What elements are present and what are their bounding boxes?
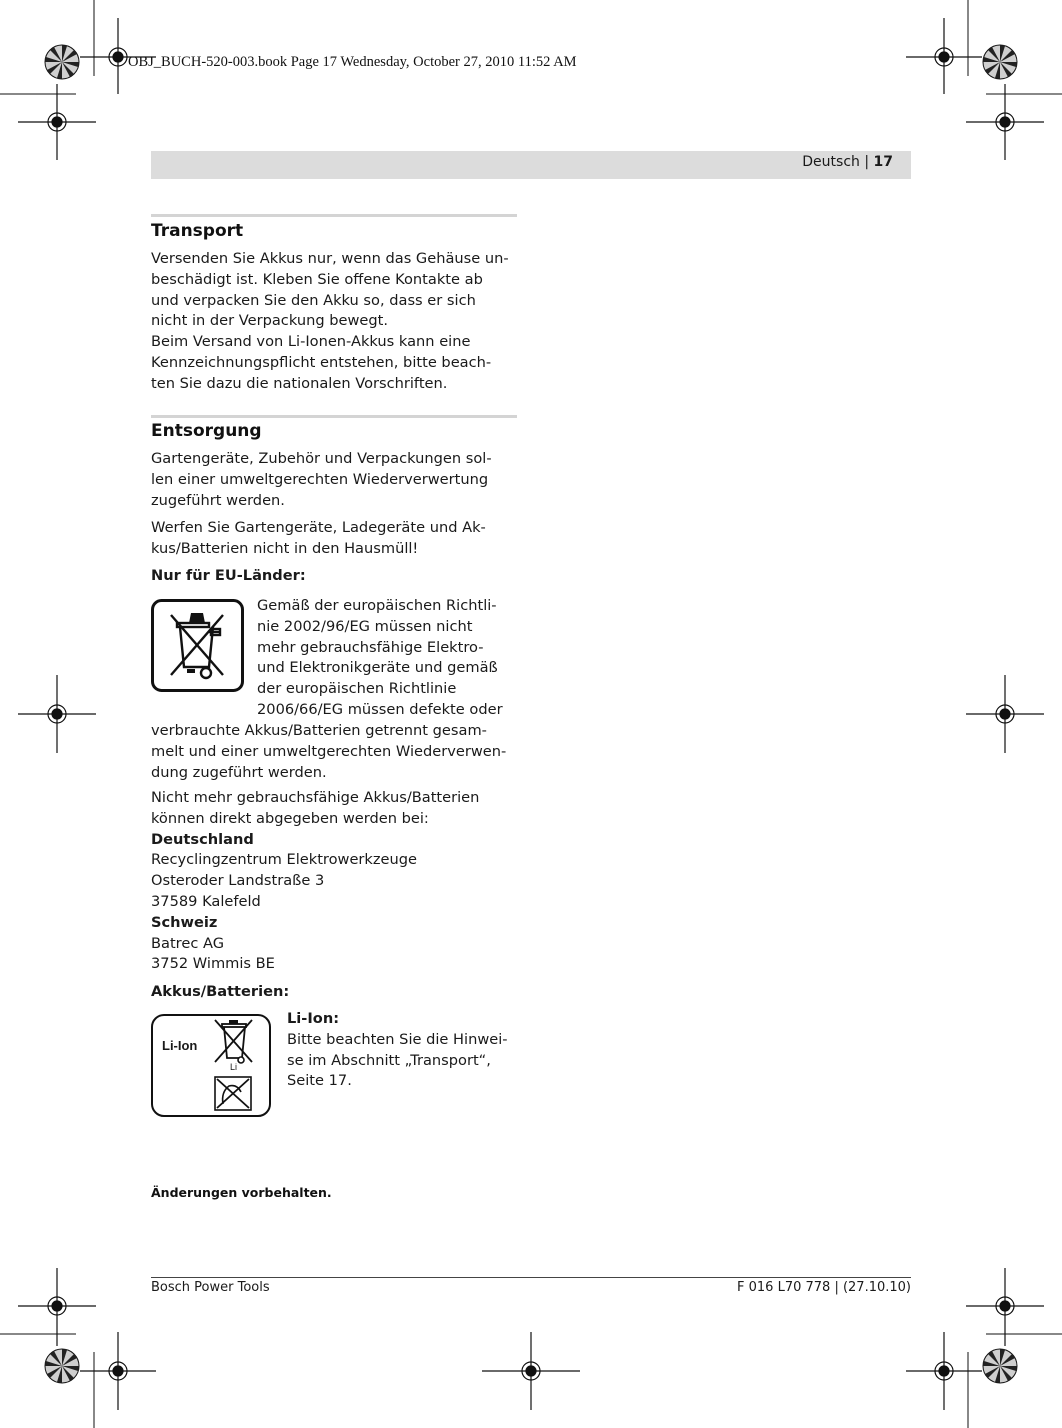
heading-entsorgung: Entsorgung — [151, 421, 262, 441]
address-line: 37589 Kalefeld — [151, 892, 261, 910]
text-line: ten Sie dazu die nationalen Vorschriften. — [151, 374, 448, 392]
crossed-bin-icon — [151, 599, 244, 692]
eu-directive-text — [257, 596, 519, 721]
section-rule — [151, 415, 517, 418]
footer-rule — [151, 1277, 911, 1278]
registration-mark-bottom-left-2 — [80, 1332, 156, 1410]
text-line: Nicht mehr gebrauchsfähige Akkus/Batterien — [151, 789, 480, 806]
text-line: Bitte beachten Sie die Hinwei- — [287, 1030, 508, 1048]
text-line: der europäischen Richtlinie — [257, 680, 457, 698]
registration-mark-top-right-1 — [906, 18, 982, 94]
page-header — [802, 154, 893, 170]
registration-mark-bottom-right-1 — [906, 1332, 982, 1410]
star-target-bottom-left — [45, 1349, 79, 1383]
text-line: nie 2002/96/EG müssen nicht — [257, 617, 473, 635]
battery-label: Akkus/Batterien: — [151, 983, 290, 1000]
entsorgung-para-2 — [151, 518, 519, 560]
transport-text — [151, 249, 519, 395]
footer-doc-number: F 016 L70 778 | (27.10.10) — [737, 1280, 911, 1295]
registration-mark-mid-left — [18, 675, 96, 753]
country-label-switzerland: Schweiz — [151, 913, 218, 931]
eu-label: Nur für EU-Länder: — [151, 567, 306, 584]
print-info-line: OBJ_BUCH-520-003.book Page 17 Wednesday, October 27, 2010 11:52 AM — [128, 54, 577, 70]
changes-reserved-note: Änderungen vorbehalten. — [151, 1185, 332, 1200]
text-line: Werfen Sie Gartengeräte, Ladegeräte und Ak- — [151, 519, 486, 536]
li-icon-sub-label: Li — [230, 1062, 238, 1072]
text-line: Beim Versand von Li-Ionen-Akkus kann eine — [151, 333, 471, 351]
footer-brand: Bosch Power Tools — [151, 1280, 270, 1295]
star-target-top-right — [983, 45, 1017, 79]
text-line: beschädigt ist. Kleben Sie offene Kontakte ab — [151, 270, 483, 288]
text-line: und Elektronikgeräte und gemäß — [257, 659, 498, 677]
address-line: Batrec AG — [151, 934, 225, 952]
text-line: Kennzeichnungspflicht entstehen, bitte beach- — [151, 353, 492, 371]
star-target-top-left — [45, 45, 79, 79]
address-line: Osteroder Landstraße 3 — [151, 872, 325, 890]
text-line: und verpacken Sie den Akku so, dass er sich — [151, 291, 476, 309]
li-ion-icon-label: Li-Ion — [162, 1038, 198, 1053]
star-target-bottom-right — [983, 1349, 1017, 1383]
text-line: nicht in der Verpackung bewegt. — [151, 312, 389, 330]
text-line: mehr gebrauchsfähige Elektro- — [257, 638, 484, 656]
header-language: Deutsch | — [802, 154, 870, 170]
entsorgung-para-1 — [151, 449, 519, 511]
text-line: len einer umweltgerechten Wiederverwertung — [151, 470, 489, 488]
heading-transport: Transport — [151, 221, 244, 241]
eu-directive-text-continued — [151, 721, 519, 783]
section-rule — [151, 214, 517, 217]
registration-mark-mid-right — [966, 675, 1044, 753]
li-ion-title: Li-Ion: — [287, 1010, 340, 1027]
registration-mark-bottom-center — [482, 1332, 580, 1410]
return-addresses — [151, 788, 519, 975]
text-line: Versenden Sie Akkus nur, wenn das Gehäuse un- — [151, 250, 509, 267]
address-line: Recyclingzentrum Elektrowerkzeuge — [151, 851, 418, 869]
text-line: melt und einer umweltgerechten Wiederverwen- — [151, 742, 507, 760]
text-line: können direkt abgegeben werden bei: — [151, 809, 429, 827]
li-ion-note — [287, 1009, 519, 1092]
text-line: kus/Batterien nicht in den Hausmüll! — [151, 539, 419, 557]
text-line: Gemäß der europäischen Richtli- — [257, 597, 497, 614]
page-number: 17 — [873, 154, 893, 170]
li-ion-disposal-icon — [151, 1014, 271, 1117]
header-band — [151, 151, 911, 179]
registration-mark-top-left-2 — [18, 84, 96, 160]
text-line: Gartengeräte, Zubehör und Verpackungen sol- — [151, 450, 492, 467]
address-line: 3752 Wimmis BE — [151, 955, 275, 973]
text-line: 2006/66/EG müssen defekte oder — [257, 700, 503, 718]
text-line: dung zugeführt werden. — [151, 763, 327, 781]
li-ion-symbols-icon — [151, 1014, 271, 1117]
text-line: Seite 17. — [287, 1072, 352, 1090]
text-line: verbrauchte Akkus/Batterien getrennt gesam- — [151, 722, 487, 739]
registration-mark-top-right-2 — [966, 84, 1044, 160]
country-label-germany: Deutschland — [151, 830, 254, 848]
text-line: se im Abschnitt „Transport“, — [287, 1051, 491, 1069]
text-line: zugeführt werden. — [151, 491, 285, 509]
